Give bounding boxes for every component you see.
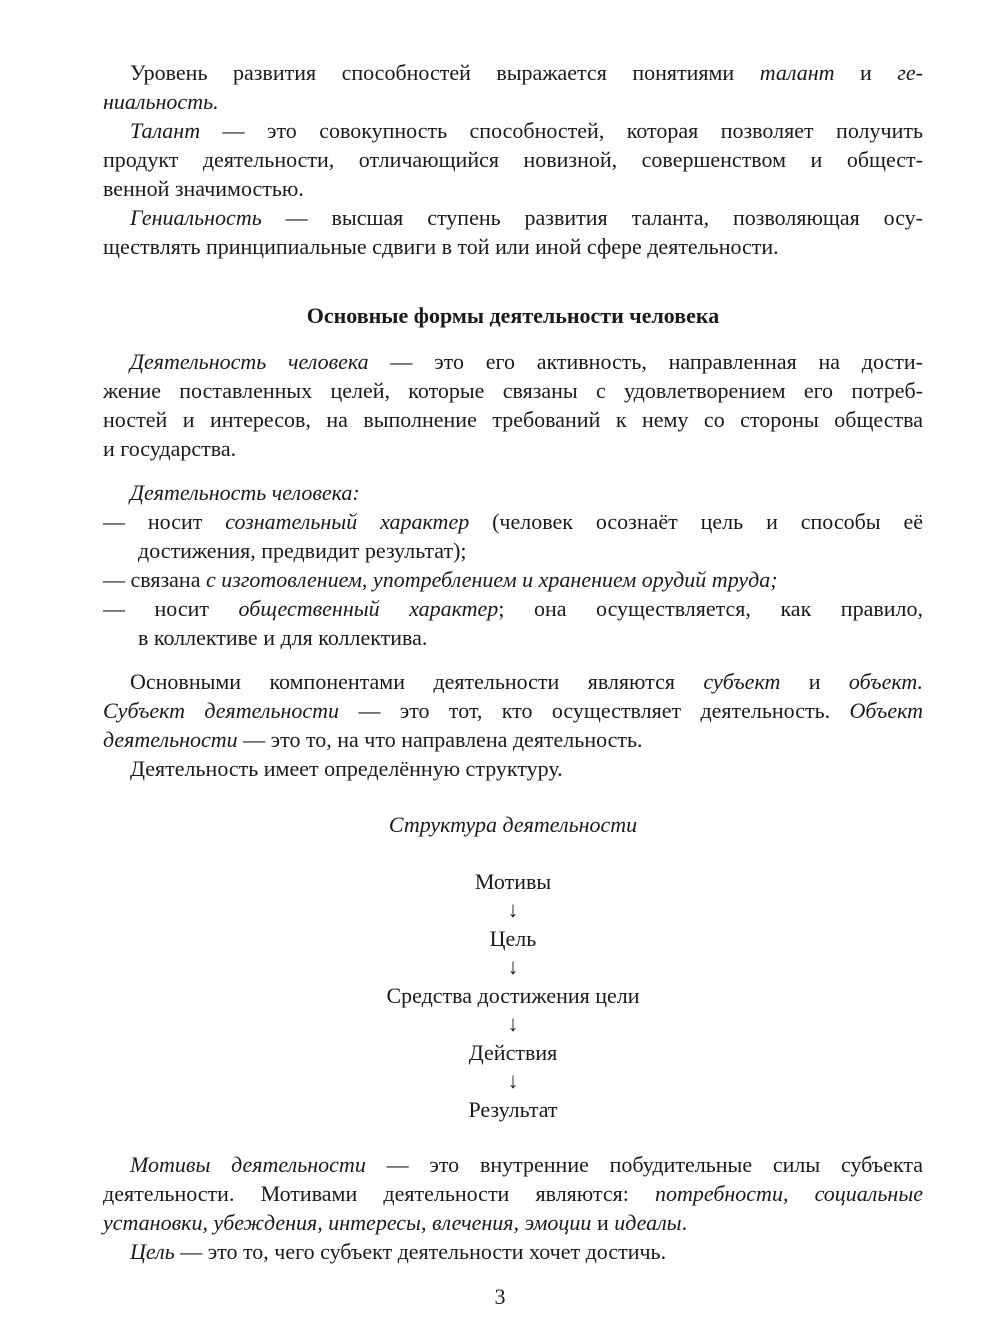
italic-term: ниальность. <box>103 89 219 114</box>
spacer <box>103 652 923 667</box>
italic-term: Цель <box>130 1239 175 1264</box>
document-page <box>103 58 923 1266</box>
text-run: — связана <box>103 567 206 592</box>
italic-term: субъект <box>703 669 781 694</box>
arrow-down-icon: ↓ <box>507 1011 519 1036</box>
text-line <box>103 405 923 434</box>
italic-term: Деятельность человека <box>130 349 369 374</box>
diagram-caption: Структура деятельности <box>388 812 638 837</box>
paragraph <box>103 754 923 783</box>
paragraph <box>103 347 923 463</box>
text-run: Основными компонентами деятельности являются <box>130 669 704 694</box>
text-run: венной значимостью. <box>103 176 304 201</box>
text-line <box>103 1237 923 1266</box>
text-run: жение поставленных целей, которые связаны с удовлетворением его потреб- <box>103 378 923 403</box>
paragraph <box>103 507 923 565</box>
text-line <box>103 347 923 376</box>
text-run: в коллективе и для коллектива. <box>138 625 428 650</box>
diagram-node: Средства достижения цели <box>386 983 640 1008</box>
text-line <box>103 536 923 565</box>
paragraph <box>103 594 923 652</box>
text-run: ; она осуществляется, как правило, <box>498 596 923 621</box>
text-run: Уровень развития способностей выражается понятиями <box>130 60 760 85</box>
paragraph <box>103 58 923 116</box>
text-line <box>103 754 923 783</box>
text-run: . <box>681 1210 688 1235</box>
text-run: — это то, на что направлена деятельность. <box>237 727 643 752</box>
text-run: — это тот, кто осуществляет деятельность. <box>339 698 850 723</box>
text-line <box>103 87 923 116</box>
paragraph <box>103 203 923 261</box>
italic-term: Объект <box>849 698 923 723</box>
text-line <box>103 478 923 507</box>
text-run: (человек осознаёт цель и способы её <box>469 509 923 534</box>
italic-term: идеалы <box>614 1210 682 1235</box>
italic-term: сознательный характер <box>225 509 470 534</box>
arrow-down-icon: ↓ <box>507 897 519 922</box>
italic-term: с изготовлением, употреблением и хранением орудий труда; <box>205 567 778 592</box>
diagram-node: Действия <box>468 1040 558 1065</box>
section-heading: Основные формы деятельности человека <box>306 303 720 328</box>
diagram-node: Цель <box>489 926 537 951</box>
italic-term: общественный характер <box>238 596 499 621</box>
arrow-down-icon: ↓ <box>507 1068 519 1093</box>
italic-term: установки, убеждения, интересы, влечения, эмоции <box>103 1210 592 1235</box>
text-line <box>103 232 923 261</box>
text-line <box>103 1179 923 1208</box>
italic-term: деятельности <box>103 727 238 752</box>
text-run: — это внутренние побудительные силы субъекта <box>365 1152 923 1177</box>
italic-term: ге- <box>897 60 923 85</box>
spacer <box>103 463 923 478</box>
text-line <box>103 434 923 463</box>
text-line <box>103 203 923 232</box>
text-run: Деятельность имеет определённую структуру. <box>130 756 563 781</box>
italic-term: Деятельность человека: <box>130 480 360 505</box>
text-line <box>103 174 923 203</box>
structure-diagram <box>103 867 923 1124</box>
text-run: — это совокупность способностей, которая позволяет получить <box>200 118 923 143</box>
paragraph <box>103 1150 923 1237</box>
paragraph <box>103 478 923 507</box>
text-line <box>103 594 923 623</box>
text-run: и государства. <box>103 436 237 461</box>
italic-term: Мотивы деятельности <box>130 1152 366 1177</box>
diagram-node: Результат <box>468 1097 558 1122</box>
text-run: деятельности. Мотивами деятельности являются: <box>103 1181 655 1206</box>
text-line <box>103 623 923 652</box>
text-run: продукт деятельности, отличающийся новизной, совершенством и общест- <box>103 147 923 172</box>
text-line <box>103 565 923 594</box>
text-line <box>103 58 923 87</box>
page-number: 3 <box>494 1284 506 1309</box>
arrow-down-icon: ↓ <box>507 954 519 979</box>
paragraph <box>103 1237 923 1266</box>
text-line <box>103 145 923 174</box>
italic-term: талант <box>759 60 835 85</box>
paragraph <box>103 565 923 594</box>
text-line <box>103 667 923 696</box>
italic-term: Гениальность <box>130 205 262 230</box>
text-line <box>103 725 923 754</box>
text-run: ществлять принципиальные сдвиги в той или иной сфере деятельности. <box>103 234 779 259</box>
text-line <box>103 376 923 405</box>
italic-term: Талант <box>130 118 201 143</box>
text-run: и <box>834 60 898 85</box>
text-line <box>103 1150 923 1179</box>
text-line <box>103 696 923 725</box>
text-line <box>103 116 923 145</box>
paragraph <box>103 667 923 754</box>
paragraph <box>103 116 923 203</box>
text-run: — высшая ступень развития таланта, позволяющая осу- <box>261 205 923 230</box>
text-run: — это то, чего субъект деятельности хочет достичь. <box>174 1239 667 1264</box>
text-run: ностей и интересов, на выполнение требований к нему со стороны общества <box>103 407 923 432</box>
diagram-node: Мотивы <box>474 869 552 894</box>
text-line <box>103 1208 923 1237</box>
italic-term: потребности, социальные <box>654 1181 923 1206</box>
italic-term: объект. <box>848 669 923 694</box>
text-run: — носит <box>103 596 239 621</box>
text-line <box>103 507 923 536</box>
text-run: — это его активность, направленная на дости- <box>368 349 923 374</box>
text-run: — носит <box>103 509 226 534</box>
text-run: и <box>780 669 849 694</box>
text-run: достижения, предвидит результат); <box>138 538 467 563</box>
italic-term: Субъект деятельности <box>103 698 340 723</box>
text-run: и <box>591 1210 615 1235</box>
